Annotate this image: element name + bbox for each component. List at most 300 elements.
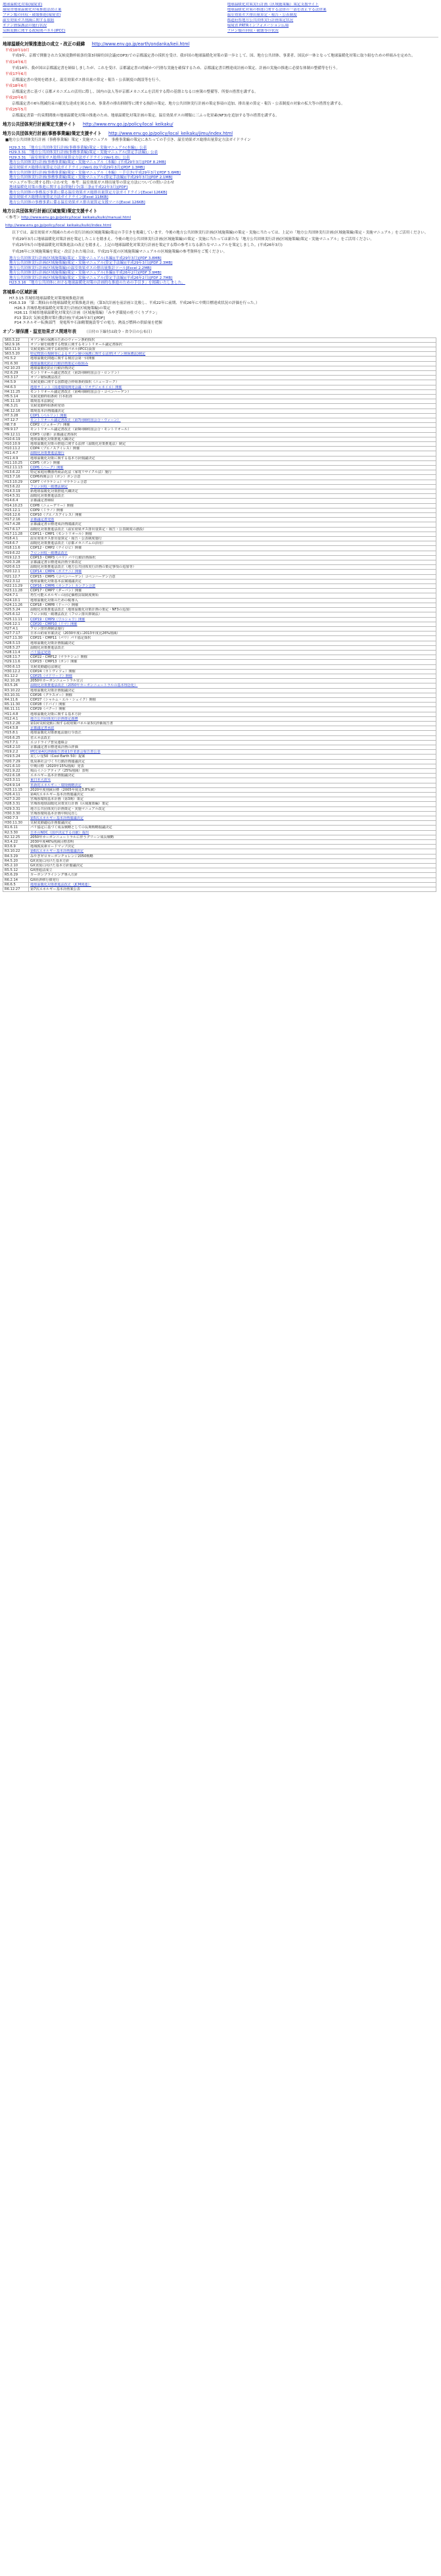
history-row — [3, 413, 436, 418]
history-date: H24.9.14 — [3, 783, 29, 787]
history-date: R6.12.27 — [3, 887, 29, 892]
history-row — [3, 617, 436, 622]
history-date: R3.10.22 — [3, 688, 29, 693]
history-event: エネルギー基本計画閣議決定 — [29, 774, 436, 778]
history-date: H29.11.6 — [3, 660, 29, 664]
history-row — [3, 887, 436, 892]
history-event: COP11・CMP1（モントリオール）開催 — [29, 532, 436, 536]
history-date: H24.10.1 — [3, 598, 29, 603]
history-date: H30.7.3 — [3, 816, 29, 821]
history-event[interactable]: COP19・CMP9（ワルシャワ）開催 — [29, 617, 436, 622]
history-event: 地球温暖化問題に関する検討会第一回開催 — [29, 357, 436, 361]
history-date: H30.6.13 — [3, 664, 29, 669]
history-row — [3, 342, 436, 347]
history-date: H21.9.22 — [3, 769, 29, 774]
history-event: COP26（グラスゴー）開催 — [29, 693, 436, 697]
history-date: H28.5.27 — [3, 645, 29, 650]
history-date: S63.11.9 — [3, 347, 29, 351]
history-event[interactable]: フロン回収・破壊法改正 — [29, 551, 436, 555]
history-date: H4.5.9 — [3, 380, 29, 385]
kuiki-link[interactable]: 地方公共団体実行計画(区域施策編)策定・実施マニュアル(本編)(平成29年3月)[PDF 3.8MB] — [9, 256, 162, 260]
history-date: H26.12.1 — [3, 622, 29, 626]
top-link[interactable]: 地球温暖化対策実行計画（区域施策編）策定支援サイト — [227, 3, 319, 7]
section-jimu-title: 地方公共団体実行計画(事務事業編)策定支援サイト http://www.env.go.jp/policy/local_keikaku/jimu/index.html — [3, 131, 233, 137]
history-row — [3, 447, 436, 451]
history-row — [3, 759, 436, 764]
history-date: R4.5.20 — [3, 858, 29, 863]
history-date: H18.6.7 — [3, 541, 29, 546]
history-date: H14.5.8 — [3, 726, 29, 731]
history-event[interactable]: 東日本大震災 — [29, 778, 436, 783]
history-date: H2.6.29 — [3, 370, 29, 375]
history-event: 地球温暖化対策計画閣議決定 — [29, 641, 436, 645]
history-event: 新地球温暖化対策推進大綱決定 — [29, 489, 436, 494]
history-event: 低炭素社会づくり行動計画閣議決定 — [29, 759, 436, 764]
history-date: H14.3.19 — [3, 489, 29, 494]
kuiki-url-row — [5, 224, 438, 229]
history-date: S60.3.22 — [3, 337, 29, 342]
history-date: H14.6.4 — [3, 499, 29, 503]
page — [0, 0, 441, 895]
history-row — [3, 793, 436, 797]
history-row — [3, 551, 436, 555]
history-row — [3, 399, 436, 404]
history-event: 環境基本法制定 — [29, 399, 436, 404]
history-date: H20.7.29 — [3, 759, 29, 764]
history-date: S63.5.20 — [3, 352, 29, 357]
history-date: H6.12.16 — [3, 409, 29, 413]
kuiki-ref: ＜参考＞ http://www.env.go.jp/policy/local_keikaku/kuiki/manual.html — [5, 216, 131, 220]
history-date: H26.4.11 — [3, 793, 29, 797]
history-row — [3, 703, 436, 707]
history-date: H13.2.26 — [3, 721, 29, 726]
history-row — [3, 584, 436, 589]
top-link[interactable]: フロン類の回収・破壊推進(環境省) — [3, 13, 61, 17]
history-row — [3, 778, 436, 783]
history-event: COP13・CMP3（バリ）バリ行動計画採択 — [29, 555, 436, 560]
law-history-text: 京都議定書第一約束期間後の地球温暖化対策の推進のため、地球温暖化対策計画の策定、温室効果ガスの種類に三ふっ化窒素(NF3)を追加する等の措置を講ずる。 — [12, 113, 279, 118]
top-link[interactable]: 地球温暖化対策(環境省) — [3, 3, 43, 7]
history-date: H11.4.9 — [3, 456, 29, 460]
history-date: H20.12.1 — [3, 570, 29, 574]
history-date: H11.4.8 — [3, 712, 29, 716]
history-event: 気候変動適応計画閣議決定 — [29, 821, 436, 826]
history-row — [3, 409, 436, 413]
jimu-link[interactable]: 温室効果ガス総排出量算定方法ガイドライン(Ver1.0)(平成29年3月)[PDF 1.3MB] — [9, 165, 145, 170]
history-row — [3, 437, 436, 441]
history-date: H6.3.21 — [3, 404, 29, 409]
jimu-link[interactable]: 地方公共団体実行計画(事務事業編)策定・実施マニュアル(算定手法編)(平成29年3月)[PDF 2.1MB] — [9, 176, 173, 180]
history-event: 気候変動枠組条約発効 — [29, 404, 436, 409]
history-row — [3, 755, 436, 759]
history-row — [3, 674, 436, 678]
history-event: COP9（ミラノ）開催 — [29, 508, 436, 512]
history-event: モントリオール議定書改正（第4回締約国会合・コペンハーゲン） — [29, 389, 436, 394]
top-link[interactable]: 地球温暖化対策の推進に関する法律の一部を改正する法律案 — [227, 8, 327, 12]
history-event: カーボンプライシング導入方針 — [29, 873, 436, 878]
history-row — [3, 508, 436, 512]
history-event[interactable]: 京都議定書発効 — [29, 518, 436, 522]
history-event: COP3（京都）京都議定書採択 — [29, 432, 436, 437]
history-row — [3, 503, 436, 508]
jimu-link[interactable]: 地方公共団体実行計画(事務事業編)策定・実施マニュアル（本編）(平成29年3月)[PDF 8.2MB] — [9, 161, 166, 165]
history-row — [3, 418, 436, 422]
history-date: H19.5.24 — [3, 755, 29, 759]
history-row — [3, 612, 436, 617]
history-date: R3.6.9 — [3, 845, 29, 849]
history-event: COP22・CMP12（マラケシュ）開催 — [29, 655, 436, 660]
jimu-link[interactable]: H29.3.31 「地方公共団体実行計画(事務事業編)策定・実施マニュアル(本編)」公表 — [9, 145, 147, 150]
history-event: フロン回収・破壊法改正（フロン排出抑制法） — [29, 612, 436, 617]
history-event: 地球温暖化防止行動計画決定 — [29, 366, 436, 370]
history-date: H7.3.28 — [3, 413, 29, 418]
history-event: 温暖化対策推進法改正 — [29, 494, 436, 499]
history-date: H10.10.9 — [3, 441, 29, 446]
history-event: 京都議定書目標達成計画全部改定 — [29, 560, 436, 565]
history-row — [3, 797, 436, 802]
history-row — [3, 537, 436, 541]
top-link[interactable]: 温室効果ガス削減に関する取組 — [3, 18, 55, 22]
history-event: 環境基本計画閣議決定 — [29, 409, 436, 413]
history-event: みやぎゼロカーボンチャレンジ2050戦略 — [29, 854, 436, 858]
top-link[interactable]: フロン類の回収・破壊等の状況 — [227, 29, 279, 33]
history-row — [3, 484, 436, 489]
history-event[interactable]: パリ協定発効 — [29, 650, 436, 655]
history-event: オゾン層の保護のためのウィーン条約採択 — [29, 337, 436, 342]
history-date: H30.11.30 — [3, 821, 29, 826]
history-row — [3, 679, 436, 683]
history-date: H24.11.26 — [3, 603, 29, 607]
section-support-site-title: 地方公共団体実行計画策定支援サイト http://www.env.go.jp/policy/local_keikaku/ — [3, 122, 174, 128]
section-law-history-url[interactable]: http://www.env.go.jp/earth/ondanka/keii.html — [91, 41, 190, 47]
history-event: 宮城県環境基本計画（第3期）策定 — [29, 797, 436, 802]
history-row — [3, 370, 436, 375]
history-event: 気候変動に関する政府間パネル(IPCC)設置 — [29, 347, 436, 351]
history-date: H12.11.13 — [3, 466, 29, 470]
history-date: R4.11.6 — [3, 697, 29, 702]
history-event[interactable]: COP1（ベルリン）開催 — [29, 413, 436, 418]
kuiki-link-list — [3, 257, 438, 286]
history-event: 日本の約束草案決定（2030年度に2013年度比26%削減） — [29, 632, 436, 636]
jimu-link[interactable]: 温室効果ガス総排出量算定方法ガイドライン[Excel 118KB] — [9, 195, 108, 200]
history-date: H11.10.25 — [3, 460, 29, 465]
history-row — [3, 769, 436, 774]
history-event: 温暖化対策推進法改正 — [29, 645, 436, 650]
top-link[interactable]: 温室効果ガス排出量算定・報告・公表制度 — [227, 13, 297, 17]
history-event: オゾン層保護法改正 — [29, 376, 436, 380]
law-history-text: 京都議定書に基づく京都メカニズムの活用に際し、国内の法人等が京都メカニズムを活用する際の基盤となる口座簿の整備等、所要の措置を講ずる。 — [12, 89, 258, 94]
history-date: R2.12.25 — [3, 835, 29, 839]
history-row — [3, 873, 436, 878]
history-row — [3, 826, 436, 830]
history-event[interactable]: COP14・CMP4（ポズナニ）開催 — [29, 570, 436, 574]
miyagi-plan-item: H26.3 宮城県地球温暖化対策実行計画(区域施策編)の策定 — [14, 306, 110, 310]
history-event: 気候変動に関する国際連合枠組条約採択（ニューヨーク） — [29, 380, 436, 385]
history-row — [3, 632, 436, 636]
history-date: R5.5.12 — [3, 868, 29, 873]
history-date: R2.3.30 — [3, 830, 29, 835]
jimu-link-list — [3, 146, 438, 206]
history-event: モントリオール議定書改正（第9回締約国会合・モントリオール） — [29, 428, 436, 432]
history-row — [3, 428, 436, 432]
history-row — [3, 787, 436, 792]
history-row — [3, 546, 436, 551]
history-row — [3, 404, 436, 409]
kuiki-paragraph: 平成26年に区域施策編を策定・改訂された場合は、平成21年度の区域施策編マニュアルの区域施策編の参考資料をご覧ください。 — [12, 249, 227, 254]
history-date: H13.7.16 — [3, 475, 29, 480]
law-history-date: 平成20年6月 — [5, 96, 28, 101]
history-date: H28.11.7 — [3, 655, 29, 660]
history-event: 地球温暖化対策基本法案閣議決定 — [29, 579, 436, 583]
history-event: 気候変動適応法制定 — [29, 664, 436, 669]
history-event: 2030年度46%削減目標表明 — [29, 840, 436, 845]
history-date: H11.4.7 — [3, 451, 29, 456]
history-date: H27.3.20 — [3, 797, 29, 802]
law-history-date: 平成14年6月 — [5, 60, 28, 64]
kuiki-link[interactable]: H23.3.16 「地方公共団体における地球温暖化対策の計画的な推進のための手引き」を掲載いたしました。 — [9, 281, 185, 285]
history-event[interactable]: 地方公共団体実行計画策定義務 — [29, 716, 436, 721]
history-event[interactable]: 温暖化対策推進法改正（2050年カーボンニュートラルの基本理念化） — [29, 683, 436, 688]
history-event: COP18・CMP8（ドーハ）開催 — [29, 603, 436, 607]
history-row — [3, 366, 436, 370]
history-row — [3, 636, 436, 641]
history-date: H15.12.1 — [3, 508, 29, 512]
history-event[interactable]: 第5次エネルギー基本計画閣議決定 — [29, 816, 436, 821]
history-event: 地球温暖化対策に関する基本方針 — [29, 712, 436, 716]
history-date: H10.11.2 — [3, 447, 29, 451]
history-event: COP12・CMP2（ナイロビ）開催 — [29, 546, 436, 551]
history-date: H13.6.22 — [3, 470, 29, 475]
history-event[interactable]: 日本のNDC（国が決定する貢献）提出 — [29, 830, 436, 835]
kuiki-paragraph: 平成25年5月の地球温暖化対策推進法の改正を踏まえ、上記の地球温暖化対策実行計画を策定する際の参考となる新たなマニュアルを策定しました。(平成26年3月) — [12, 243, 283, 248]
history-row — [3, 347, 436, 351]
law-history-date: 平成10年10月 — [5, 48, 30, 53]
history-row — [3, 882, 436, 887]
history-row — [3, 385, 436, 389]
history-event: COP24（カトヴィツェ）開催 — [29, 669, 436, 674]
history-event: 地球温暖化対策推進法施行令改正 — [29, 731, 436, 735]
history-date: H1.5.2 — [3, 357, 29, 361]
history-date: R1.12.2 — [3, 674, 29, 678]
history-row — [3, 726, 436, 731]
jimu-link[interactable]: 地球温暖化対策の推進に関する法律施行令(第三条)(平成22年3月)[PDF] — [9, 186, 128, 190]
history-row — [3, 352, 436, 357]
history-event[interactable]: 第6次エネルギー基本計画閣議決定 — [29, 849, 436, 854]
history-row — [3, 731, 436, 735]
history-event[interactable]: 革新的エネルギー・環境戦略決定 — [29, 783, 436, 787]
jimu-link[interactable]: 地方公共団体実行計画(事務事業編)策定・実施マニュアル（本編）－手引き(平成29年3月)[PDF 5.6MB] — [9, 170, 181, 175]
history-event[interactable]: モントリオール議定書改正（第7回締約国会合・ウィーン） — [29, 418, 436, 422]
section-miyagi-title: 宮城県の区域計画 — [3, 289, 37, 295]
history-date: H16.6.25 — [3, 735, 29, 740]
history-event: 気候変動枠組条約 日本批准 — [29, 394, 436, 399]
history-row — [3, 816, 436, 821]
history-date: H18.11.6 — [3, 546, 29, 551]
history-row — [3, 650, 436, 655]
history-row — [3, 878, 436, 882]
history-event: 第1回気候変動に関する政府間パネル第3次評価報告書 — [29, 721, 436, 726]
history-row — [3, 460, 436, 465]
history-date: H7.12.7 — [3, 418, 29, 422]
history-event: COP21・CMP11（パリ）パリ協定採択 — [29, 636, 436, 641]
history-date: H17.4.28 — [3, 522, 29, 527]
history-date: H20.3.28 — [3, 560, 29, 565]
kuiki-link[interactable]: 地方公共団体実行計画(区域施策編)の温室効果ガスの排出量推計ツール[Excel 2.2MB] — [9, 266, 152, 270]
miyagi-plan-item: H26.11 宮城県地球温暖化対策実行計画（区域施策編）「みやぎ環境の杜づくりプラン」 — [14, 311, 160, 316]
history-date: H4.6.3 — [3, 385, 29, 389]
history-event[interactable]: COP6（ハーグ）開催 — [29, 466, 436, 470]
section-kuiki-title: 地方公共団体実行計画(区域施策)策定支援サイト — [3, 209, 98, 214]
history-date: R6.11.11 — [3, 707, 29, 712]
history-event[interactable]: 京都議定書承認 — [29, 726, 436, 731]
history-event: COP27（シャルム・エル・シェイク）開催 — [29, 697, 436, 702]
history-event: COP29（バクー）開催 — [29, 707, 436, 712]
history-date: H18.2.10 — [3, 745, 29, 749]
history-date: H27.4.1 — [3, 626, 29, 631]
history-date: H16.12.6 — [3, 513, 29, 518]
history-row — [3, 868, 436, 873]
history-event: 温暖化対策推進法改正（京都メカニズムの活用） — [29, 541, 436, 546]
history-row — [3, 712, 436, 716]
kuiki-ref-url[interactable]: http://www.env.go.jp/policy/local_keikaku/kuiki/manual.html — [21, 216, 131, 220]
history-row — [3, 603, 436, 607]
history-date: H12.4.1 — [3, 716, 29, 721]
law-history-entries — [3, 49, 438, 119]
history-date: H5.11.19 — [3, 399, 29, 404]
top-link[interactable]: 環境省地球温暖化対策推進法改正案 — [3, 8, 62, 12]
history-row — [3, 541, 436, 546]
jimu-url[interactable]: http://www.env.go.jp/policy/local_keikaku/jimu/index.html — [108, 131, 233, 137]
history-row — [3, 683, 436, 688]
history-event: 鳩山イニシアティブ（25%削減）表明 — [29, 769, 436, 774]
jimu-link[interactable]: H29.3.31 「地方公共団体実行計画(事務事業編)策定・実施マニュアル(算定手法編)」公表 — [9, 151, 158, 155]
history-row — [3, 750, 436, 755]
history-event: COP7（マラケシュ）マラケシュ合意 — [29, 480, 436, 484]
history-row — [3, 380, 436, 385]
jimu-link[interactable]: 地方公共団体の事務事業に係る温室効果ガス排出量算定支援ツール[Excel 126KB] — [9, 200, 145, 205]
history-event: 京都議定書締結 — [29, 499, 436, 503]
history-row — [3, 560, 436, 565]
history-row — [3, 811, 436, 816]
history-event[interactable]: フロン回収・破壊法制定 — [29, 484, 436, 489]
history-date: H14.5.31 — [3, 494, 29, 499]
history-row — [3, 579, 436, 583]
history-row — [3, 494, 436, 499]
kuiki-link[interactable]: 地方公共団体実行計画(区域施策編)策定・実施マニュアル(算定手法編)(平成26年2月)[PDF 2.7MB] — [9, 276, 173, 280]
history-row — [3, 740, 436, 745]
history-date: H19.6.22 — [3, 551, 29, 555]
kuiki-paragraph: 以下では、温室効果ガス削減のための実行計画(区域施策編)策定の手引きを掲載しています。今後の地方公共団体実行計画(区域施策編)の策定・実施に当たっては、上記の「地方公共団体実行計画(区域施策編)策定・実施マニュアル」をご活用ください。 — [12, 231, 429, 235]
history-date: H3.3.17 — [3, 376, 29, 380]
law-history-date: 平成25年5月 — [5, 108, 28, 112]
history-date: H22.6.18 — [3, 774, 29, 778]
history-event: 第4次エネルギー基本計画閣議決定 — [29, 793, 436, 797]
kuiki-url[interactable]: http://www.env.go.jp/policy/local_keikaku/kuiki/index.html — [5, 223, 112, 228]
top-link[interactable]: 都道府県地方公共団体実行計画策定状況 — [227, 18, 294, 22]
history-date: H15.8.1 — [3, 731, 29, 735]
history-date: H23.3.11 — [3, 778, 29, 783]
support-site-url[interactable]: http://www.env.go.jp/policy/local_keikaku/ — [82, 122, 174, 128]
history-date: H21.6.10 — [3, 764, 29, 768]
history-row — [3, 688, 436, 693]
history-row — [3, 626, 436, 631]
history-event[interactable]: COP20・CMP10（リマ）開催 — [29, 622, 436, 626]
history-event: 温暖化対策推進法改正（地方公共団体実行計画の策定事項の追加等） — [29, 565, 436, 570]
jimu-link[interactable]: H29.3.31 「温室効果ガス総排出量算定方法ガイドライン(Ver1.0)」公表 — [9, 155, 130, 160]
history-row — [3, 513, 436, 518]
miyagi-plan-list — [3, 297, 438, 326]
history-row — [3, 840, 436, 845]
history-event[interactable]: 地球温暖化防止行動計画策定の取組み — [29, 361, 436, 366]
history-row — [3, 593, 436, 598]
history-date: H8.7.8 — [3, 423, 29, 428]
history-date: H25.5.24 — [3, 608, 29, 612]
history-event: 省エネ法改正 — [29, 735, 436, 740]
history-date: R6.2.14 — [3, 878, 29, 882]
history-date: H25.11.11 — [3, 617, 29, 622]
history-date: R3.5.26 — [3, 683, 29, 688]
kuiki-paragraphs — [3, 231, 438, 255]
history-date: H25.11.15 — [3, 787, 29, 792]
history-row — [3, 376, 436, 380]
history-row — [3, 764, 436, 768]
history-event: 温暖化対策推進法改正（温室効果ガス排出量算定・報告・公表制度の創設） — [29, 527, 436, 532]
history-event: 地球温暖化対策に関する基本方針閣議決定 — [29, 456, 436, 460]
history-event[interactable]: 地球温暖化対策推進法改正（JCM関連） — [29, 882, 436, 887]
top-link[interactable]: オゾン層保護法の施行状況 — [3, 24, 47, 28]
history-event[interactable]: 地球サミット（国連環境開発会議・リオデジャネイロ）開催 — [29, 385, 436, 389]
top-link[interactable]: 気候変動に関する政府間パネル(IPCC) — [3, 29, 66, 33]
history-event[interactable]: 特定物質の規制等によるオゾン層の保護に関する法律(オゾン層保護法)制定 — [29, 352, 436, 357]
history-row — [3, 858, 436, 863]
history-row — [3, 821, 436, 826]
history-event: 京都議定書目標達成計画の評価 — [29, 745, 436, 749]
history-event[interactable]: COP16・CMP6（カンクン）カンクン合意 — [29, 584, 436, 589]
history-row — [3, 664, 436, 669]
history-date: H19.12.3 — [3, 555, 29, 560]
history-event: COP17・CMP7（ダーバン）開催 — [29, 589, 436, 593]
history-row — [3, 854, 436, 858]
jimu-link[interactable]: 地方公共団体の事務及び事業に係る温室効果ガス総排出量算定方法ガイドライン[Excel 126KB] — [9, 190, 168, 195]
law-history-text: 京都議定書の6％削減約束の確実な達成を図るため、事業者の排出抑制等に関する指針の策定、地方公共団体実行計画の策定事項の追加、排出量の算定・報告・公表制度の対象の拡大等の措置を講ずる。 — [12, 101, 345, 106]
history-row — [3, 660, 436, 664]
history-event[interactable]: COP25（マドリード）開催 — [29, 674, 436, 678]
history-row — [3, 480, 436, 484]
history-date: H17.6.17 — [3, 527, 29, 532]
history-date: H28.3.31 — [3, 802, 29, 806]
history-row — [3, 499, 436, 503]
history-event[interactable]: 温暖化対策推進法施行 — [29, 451, 436, 456]
history-row — [3, 806, 436, 811]
kuiki-link[interactable]: 地方公共団体実行計画(区域施策編)策定・実施マニュアル(算定手法編)(平成29年3月)[PDF 2.3MB] — [9, 261, 173, 266]
history-event[interactable]: IPCC第4次評価報告書第1作業部会報告書公表 — [29, 750, 436, 755]
history-date: H22.11.29 — [3, 584, 29, 589]
history-date: H13.6.22 — [3, 484, 29, 489]
history-event: 再生可能エネルギーの固定価格買取制度開始 — [29, 593, 436, 598]
history-row — [3, 432, 436, 437]
history-row — [3, 845, 436, 849]
history-event: COP4（ブエノスアイレス）開催 — [29, 447, 436, 451]
law-history-text: 平成14年、我が国は京都議定書を締結しましたが、これを受け、京都議定書の的確かつ円滑な実施を確保するため、京都議定書目標達成計画の策定、計画の実施の推進に必要な体制の整備等を行う。 — [12, 66, 340, 70]
history-event: COP23・CMP13（ボン）開催 — [29, 660, 436, 664]
kuiki-link[interactable]: 地方公共団体実行計画(区域施策編)策定・実施マニュアル(本編)(平成26年2月)[PDF 3.9MB] — [9, 271, 162, 276]
history-row — [3, 389, 436, 394]
history-row — [3, 532, 436, 536]
top-link[interactable]: 環境省 PRTRインフォメーション広場 — [227, 24, 289, 28]
history-row — [3, 589, 436, 593]
history-event: 中期目標（2020年15%削減）発表 — [29, 764, 436, 768]
history-title: オゾン層保護・温室効果ガス関連年表 （日付の下線付は政令・省令日の公布日） — [3, 328, 154, 334]
